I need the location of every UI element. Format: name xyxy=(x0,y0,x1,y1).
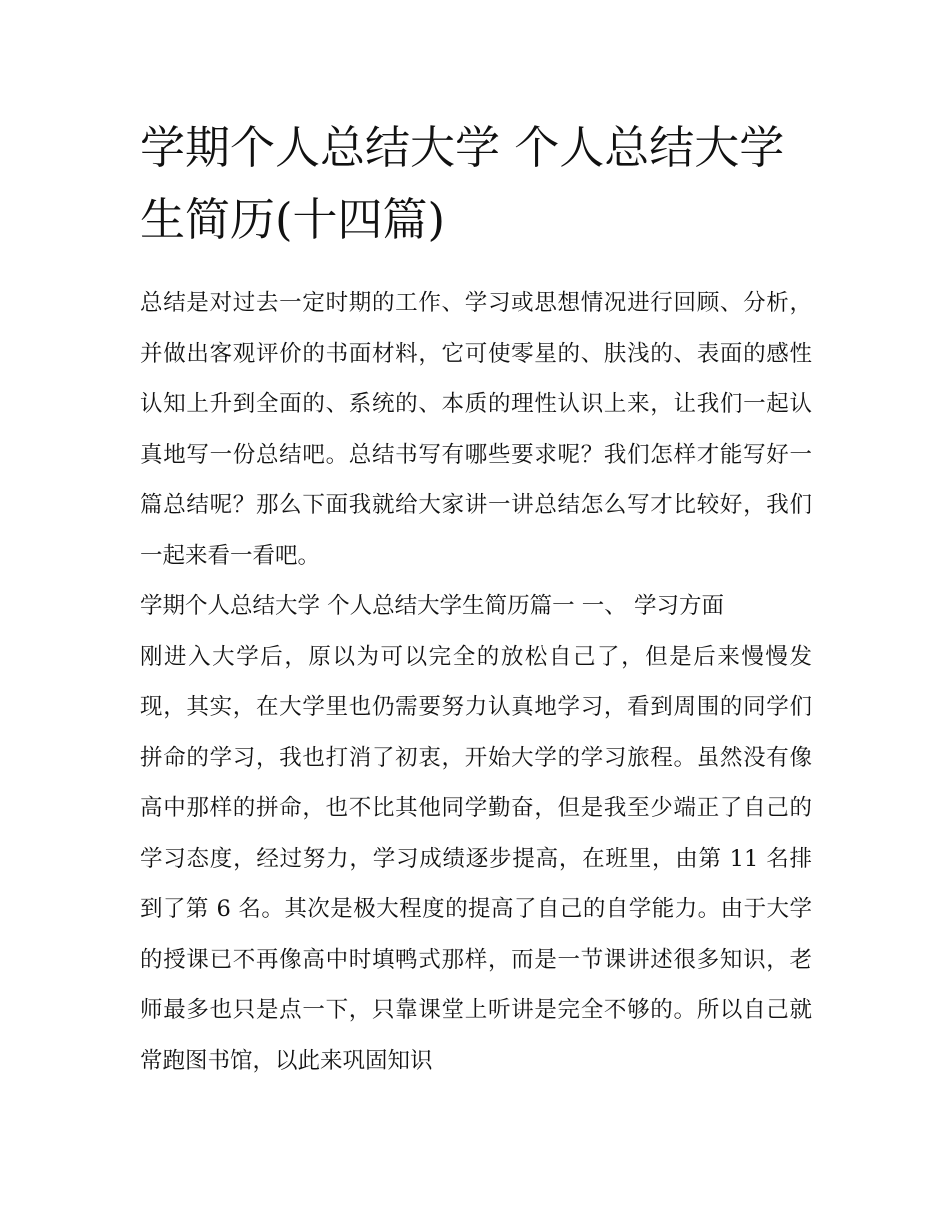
section-heading: 学期个人总结大学 个人总结大学生简历篇一 一、 学习方面 xyxy=(140,593,724,619)
document-title: 学期个人总结大学 个人总结大学生简历(十四篇) xyxy=(140,121,785,246)
document-body xyxy=(140,112,812,1086)
body-paragraph: 刚进入大学后，原以为可以完全的放松自己了，但是后来慢慢发现，其实，在大学里也仍需要努力认真地学习，看到周围的同学们拼命的学习，我也打消了初衷，开始大学的学习旅程。虽然没有像高中那样的拼命，也不比其他同学勤奋，但是我至少端正了自己的学习态度，经过努力，学习成绩逐步提高，在班里，由第 11 名排到了第 6 名。其次是极大程度的提高了自己的自学能力。由于大学的授课已不再像高中时填鸭式那样，而是一节课讲述很多知识，老师最多也只是点一下，只靠课堂上听讲是完全不够的。所以自己就常跑图书馆，以此来巩固知识 xyxy=(140,643,812,1074)
intro-paragraph: 总结是对过去一定时期的工作、学习或思想情况进行回顾、分析，并做出客观评价的书面材料，它可使零星的、肤浅的、表面的感性认知上升到全面的、系统的、本质的理性认识上来，让我们一起认真地写一份总结吧。总结书写有哪些要求呢？我们怎样才能写好一篇总结呢？那么下面我就给大家讲一讲总结怎么写才比较好，我们一起来看一看吧。 xyxy=(140,290,812,569)
